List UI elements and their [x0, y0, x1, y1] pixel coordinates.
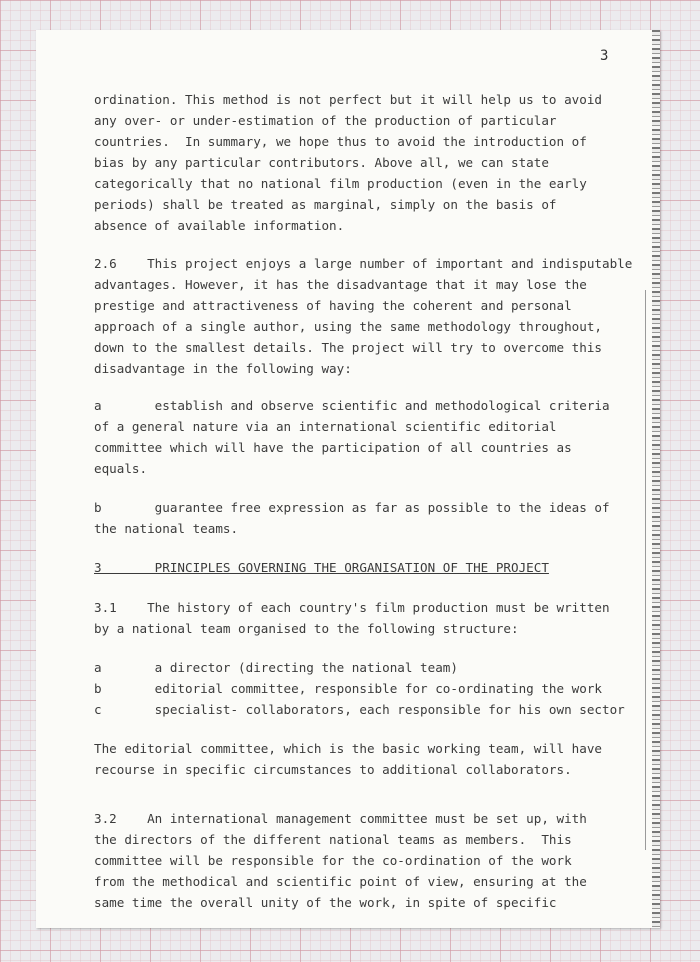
section-3-heading: 3 PRINCIPLES GOVERNING THE ORGANISATION OF THE PROJECT: [94, 560, 549, 575]
structure-item-c: c specialist- collaborators, each responsible for his own sector: [94, 702, 625, 717]
text-line: absence of available information.: [94, 218, 345, 233]
text-line: prestige and attractiveness of having the coherent and personal: [94, 298, 572, 313]
text-line: the national teams.: [94, 521, 239, 536]
paragraph-3-1-heading: 3.1 The history of each country's film production must be written: [94, 600, 610, 615]
list-item-a: a establish and observe scientific and methodological criteria: [94, 398, 610, 413]
text-line: equals.: [94, 461, 148, 476]
list-item-b: b guarantee free expression as far as possible to the ideas of: [94, 500, 610, 515]
text-line: by a national team organised to the following structure:: [94, 621, 519, 636]
text-line: approach of a single author, using the same methodology throughout,: [94, 319, 602, 334]
text-line: ordination. This method is not perfect but it will help us to avoid: [94, 92, 602, 107]
text-line: committee which will have the participation of all countries as: [94, 440, 572, 455]
text-line: recourse in specific circumstances to additional collaborators.: [94, 762, 572, 777]
structure-item-b: b editorial committee, responsible for co-ordinating the work: [94, 681, 602, 696]
text-line: of a general nature via an international scientific editorial: [94, 419, 557, 434]
page-number: 3: [600, 48, 609, 64]
text-line: bias by any particular contributors. Above all, we can state: [94, 155, 549, 170]
document-page: [36, 30, 660, 928]
text-line: disadvantage in the following way:: [94, 361, 352, 376]
page-edge-shadow: [652, 30, 660, 928]
text-line: same time the overall unity of the work, in spite of specific: [94, 895, 557, 910]
structure-item-a: a a director (directing the national team): [94, 660, 458, 675]
text-line: The editorial committee, which is the basic working team, will have: [94, 741, 602, 756]
paragraph-3-2-heading: 3.2 An international management committee must be set up, with: [94, 811, 587, 826]
text-line: down to the smallest details. The project will try to overcome this: [94, 340, 602, 355]
text-line: any over- or under-estimation of the production of particular: [94, 113, 557, 128]
text-line: committee will be responsible for the co-ordination of the work: [94, 853, 572, 868]
text-line: periods) shall be treated as marginal, simply on the basis of: [94, 197, 557, 212]
paragraph-2-6-heading: 2.6 This project enjoys a large number of important and indisputable: [94, 256, 633, 271]
text-line: the directors of the different national teams as members. This: [94, 832, 572, 847]
text-line: advantages. However, it has the disadvantage that it may lose the: [94, 277, 587, 292]
text-line: from the methodical and scientific point of view, ensuring at the: [94, 874, 587, 889]
page-fold-line: [645, 290, 646, 850]
text-line: countries. In summary, we hope thus to avoid the introduction of: [94, 134, 587, 149]
text-line: categorically that no national film production (even in the early: [94, 176, 587, 191]
